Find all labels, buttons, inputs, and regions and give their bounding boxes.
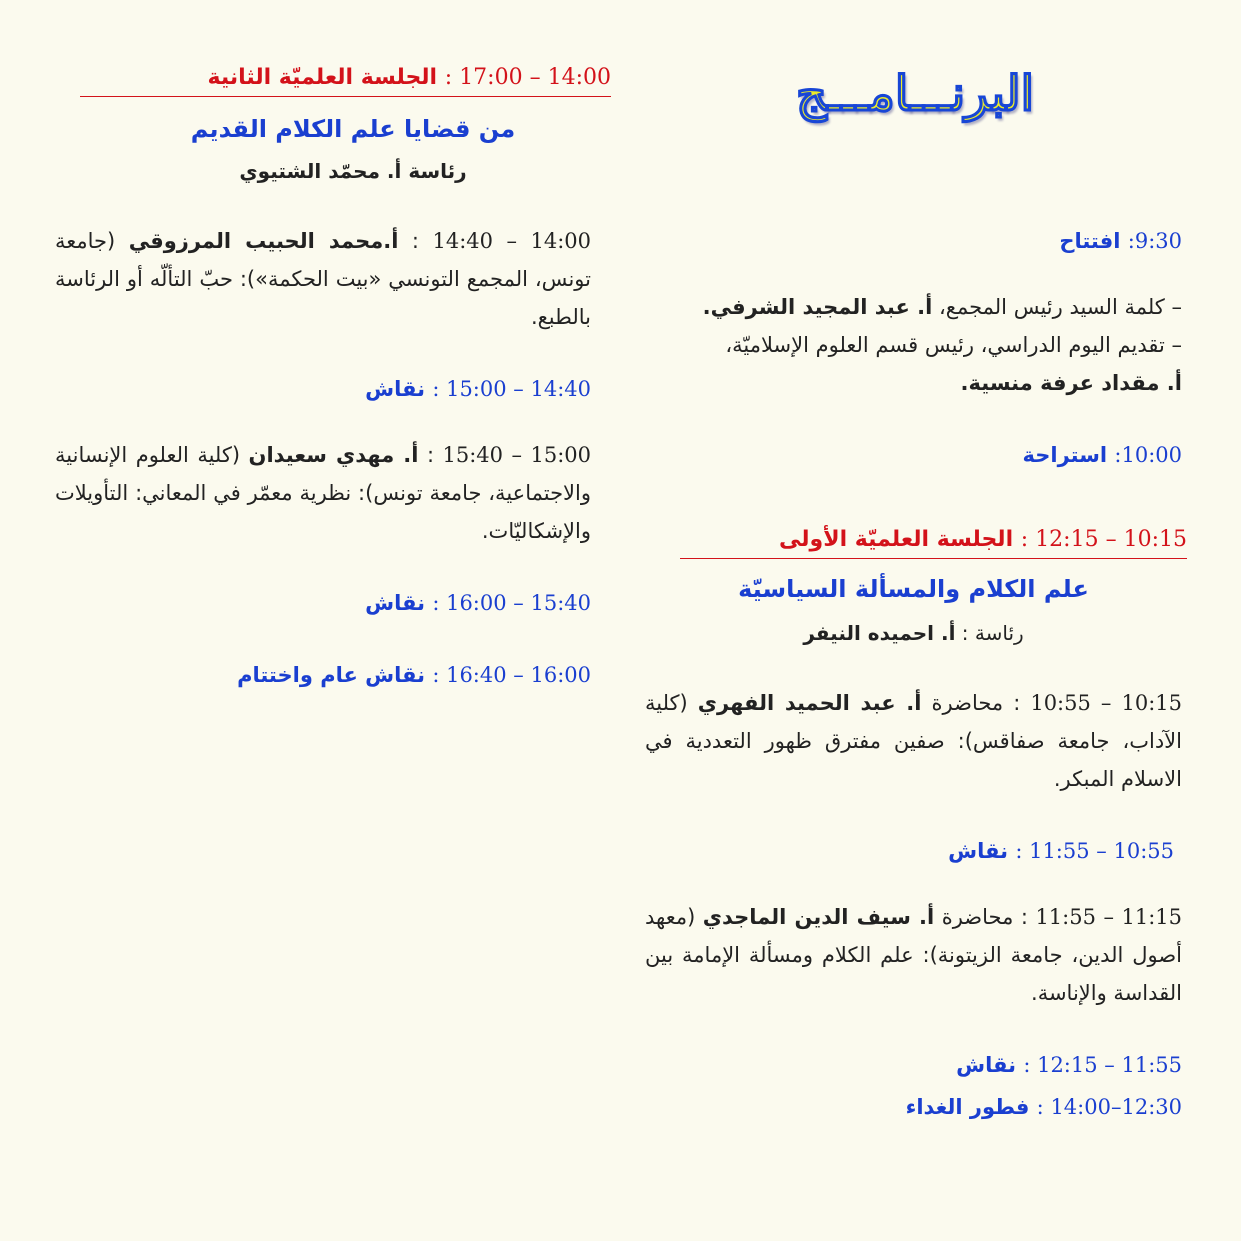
break-label: استراحة [1022, 443, 1108, 467]
lunch-label: فطور الغداء [905, 1095, 1030, 1119]
lecture4 [55, 436, 591, 550]
session1-heading [680, 522, 1187, 559]
opening-line [645, 222, 1182, 260]
lecture3-speaker: أ.محمد الحبيب المرزوقي [128, 229, 399, 253]
opening-time: 9:30: [1127, 229, 1182, 253]
lecture3 [55, 222, 591, 336]
discussion4-time: 15:40 – 16:00 : [432, 591, 591, 615]
session1-label: الجلسة العلميّة الأولى [779, 527, 1014, 552]
lecture2-details: (معهد أصول الدين، جامعة الزيتونة): علم الكلام ومسألة الإمامة بين القداسة والإناسة. [645, 905, 1182, 1005]
lecture1 [645, 684, 1182, 798]
closing-line [55, 656, 591, 694]
lecture1-time: 10:15 – 10:55 [1030, 691, 1182, 715]
break-time: 10:00: [1114, 443, 1182, 467]
discussion1-label: نقاش [948, 839, 1008, 863]
opening-item-1 [645, 288, 1182, 326]
discussion3-line [55, 370, 591, 408]
session1-chair-name: أ. احميده النيفر [803, 621, 956, 645]
discussion2-time: 11:55 – 12:15 : [1023, 1053, 1182, 1077]
lecture1-speaker: أ. عبد الحميد الفهري [697, 691, 922, 715]
discussion2-label: نقاش [956, 1053, 1016, 1077]
discussion4-line [55, 584, 591, 622]
lunch-line [645, 1088, 1182, 1126]
session2-chair: رئاسة أ. محمّد الشتيوي [239, 159, 467, 183]
session2-label: الجلسة العلميّة الثانية [207, 65, 438, 90]
break-line [645, 436, 1182, 474]
opening-item-3: أ. مقداد عرفة منسية. [960, 371, 1182, 395]
lecture3-details: (جامعة تونس، المجمع التونسي «بيت الحكمة»): حبّ التألّه أو الرئاسة بالطبع. [55, 229, 591, 329]
opening-item-2: – تقديم اليوم الدراسي، رئيس قسم العلوم الإسلاميّة، [725, 333, 1182, 357]
lecture2-time: 11:15 – 11:55 [1035, 905, 1183, 929]
opening-label: افتتاح [1059, 229, 1121, 253]
session1-chair [645, 614, 1182, 652]
program-title: البرنـــامـــج [796, 66, 1034, 122]
discussion1-time: 10:55 – 11:55 : [1015, 839, 1174, 863]
lecture4-speaker: أ. مهدي سعيدان [248, 443, 419, 467]
lecture4-details: (كلية العلوم الإنسانية والاجتماعية، جامعة تونس): نظرية معمّر في المعاني: التأويلات والإشكاليّات. [55, 443, 591, 543]
lecture4-prefix: : [418, 443, 443, 467]
session2-heading [80, 60, 611, 97]
lecture4-time: 15:00 – 15:40 [442, 443, 591, 467]
lecture2 [645, 898, 1182, 1012]
lecture2-prefix: : محاضرة [934, 905, 1036, 929]
session1-chair-label: رئاسة : [955, 621, 1024, 645]
opening-item-1-name: أ. عبد المجيد الشرفي. [702, 295, 933, 319]
lecture1-details: (كلية الآداب، جامعة صفاقس): صفين مفترق ظهور التعددية في الاسلام المبكر. [645, 691, 1182, 791]
discussion1-line [645, 832, 1174, 870]
closing-time: 16:00 – 16:40 : [432, 663, 591, 687]
lunch-time: 12:30–14:00 : [1036, 1095, 1182, 1119]
opening-item-1-text: – كلمة السيد رئيس المجمع، [932, 295, 1182, 319]
lecture3-time: 14:00 – 14:40 [432, 229, 591, 253]
session1-time: 10:15 – 12:15 : [1020, 527, 1187, 552]
discussion3-time: 14:40 – 15:00 : [432, 377, 591, 401]
session1-title: علم الكلام والمسألة السياسيّة [738, 575, 1089, 603]
lecture2-speaker: أ. سيف الدين الماجدي [702, 905, 935, 929]
lecture1-prefix: : محاضرة [921, 691, 1031, 715]
session2-time: 14:00 – 17:00 : [444, 65, 611, 90]
discussion4-label: نقاش [365, 591, 425, 615]
lecture3-prefix: : [398, 229, 433, 253]
discussion2-line [645, 1046, 1182, 1084]
discussion3-label: نقاش [365, 377, 425, 401]
session2-title: من قضايا علم الكلام القديم [190, 115, 516, 143]
closing-label: نقاش عام واختتام [237, 663, 425, 687]
